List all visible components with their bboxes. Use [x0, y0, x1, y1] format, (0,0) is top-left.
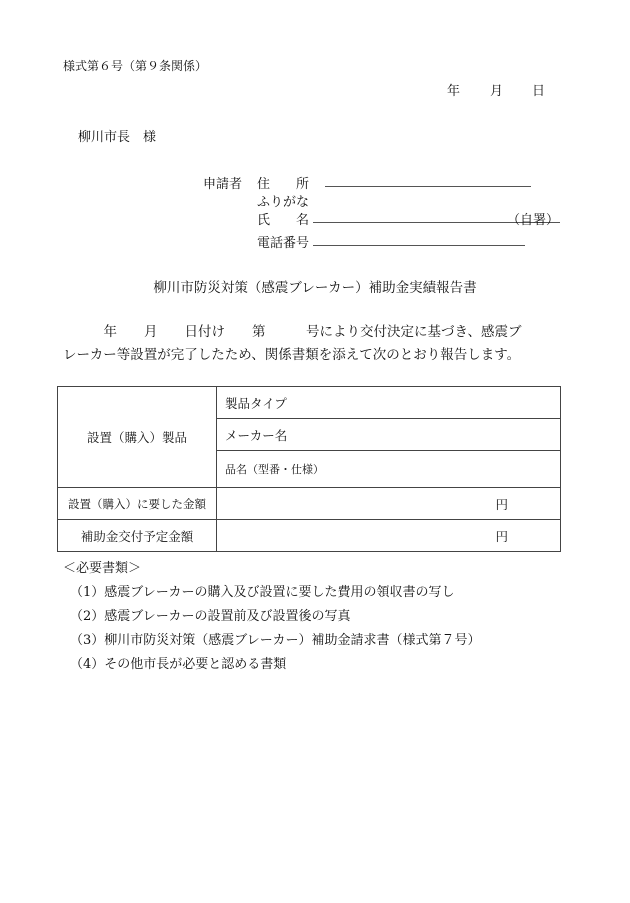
applicant-heading: 申請者	[203, 177, 243, 192]
body-line-2: レーカー等設置が完了したため、関係書類を添えて次のとおり報告します。	[63, 347, 521, 363]
addressee: 柳川市長 様	[78, 130, 157, 145]
phone-label: 電話番号	[257, 236, 310, 251]
product-name-cell[interactable]: 品名（型番・仕様）	[217, 451, 561, 488]
cost-amount-cell[interactable]: 円	[217, 488, 561, 520]
required-doc-item: （3）柳川市防災対策（感震ブレーカー）補助金請求書（様式第７号）	[70, 633, 481, 648]
name-label: 氏 名	[257, 213, 310, 228]
signature-note: （自署）	[507, 213, 560, 228]
body-line-1: 年 月 日付け 第 号により交付決定に基づき、感震ブ	[63, 324, 522, 340]
date-month-label: 月	[490, 84, 504, 99]
document-title: 柳川市防災対策（感震ブレーカー）補助金実績報告書	[153, 280, 477, 296]
report-table	[57, 386, 561, 552]
product-type-cell[interactable]: 製品タイプ	[217, 387, 561, 419]
subsidy-label-cell: 補助金交付予定金額	[58, 520, 217, 552]
address-field-line[interactable]	[325, 186, 531, 187]
phone-field-line[interactable]	[313, 245, 525, 246]
form-number: 様式第６号（第９条関係）	[63, 59, 208, 73]
required-doc-item: （1）感震ブレーカーの購入及び設置に要した費用の領収書の写し	[70, 585, 455, 600]
address-label: 住 所	[257, 177, 310, 192]
cost-label-cell: 設置（購入）に要した金額	[58, 488, 217, 520]
furigana-label: ふりがな	[257, 195, 310, 210]
required-doc-item: （2）感震ブレーカーの設置前及び設置後の写真	[70, 609, 351, 624]
subsidy-amount-cell[interactable]: 円	[217, 520, 561, 552]
date-day-label: 日	[532, 84, 546, 99]
body-paragraph	[63, 321, 521, 367]
date-year-label: 年	[447, 84, 461, 99]
required-docs-heading: ＜必要書類＞	[63, 561, 142, 576]
maker-name-cell[interactable]: メーカー名	[217, 419, 561, 451]
product-header-cell: 設置（購入）製品	[58, 387, 217, 488]
required-doc-item: （4）その他市長が必要と認める書類	[70, 657, 287, 672]
